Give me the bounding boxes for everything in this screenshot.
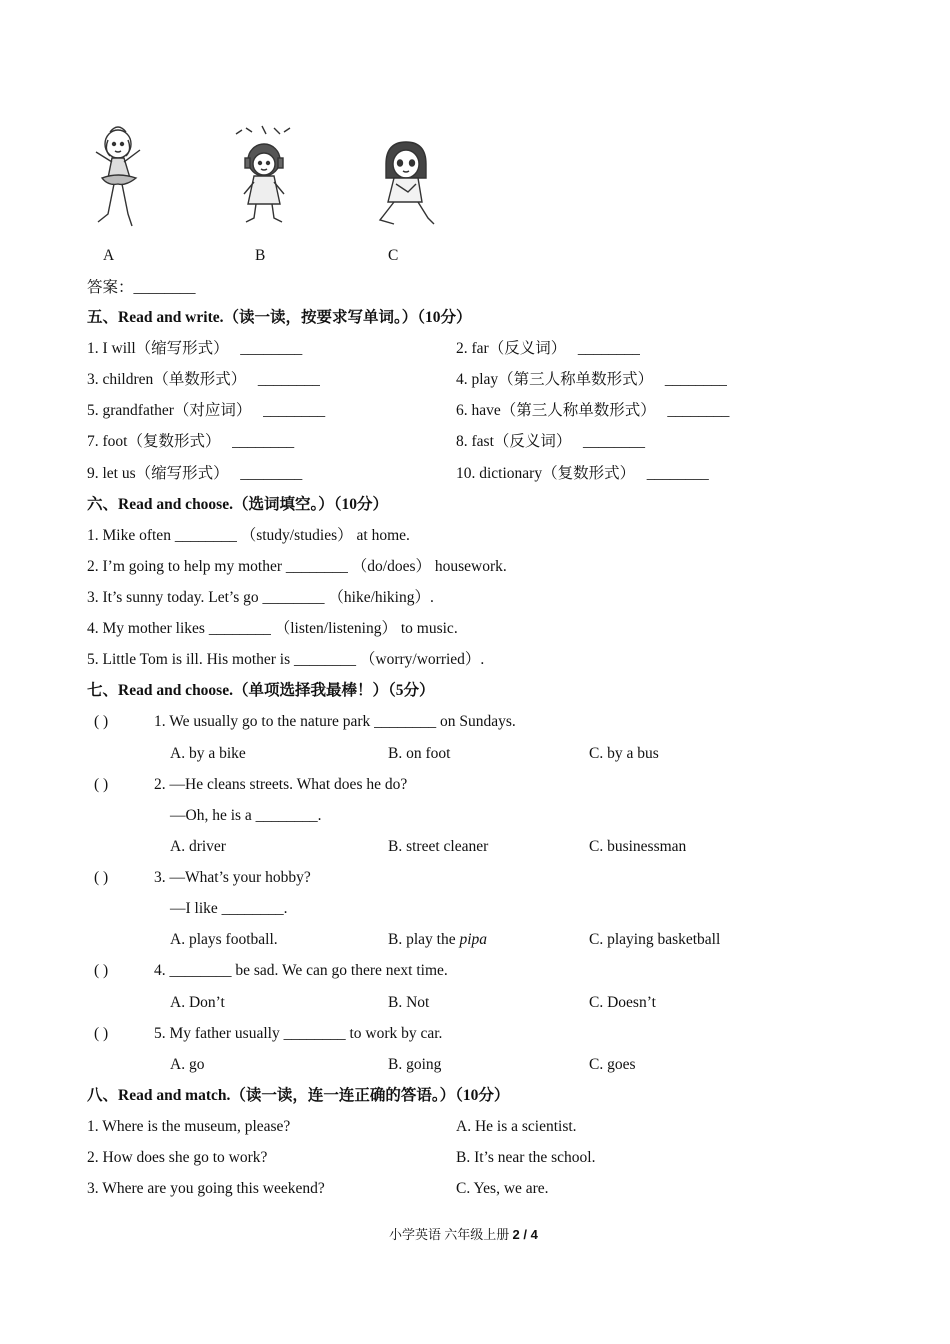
answer-line <box>87 278 196 298</box>
section5-item-5: 5. grandfather（对应词） ________ <box>87 402 326 419</box>
q2-line2: —Oh, he is a ________. <box>170 807 322 824</box>
picture-label-c: C <box>388 247 399 264</box>
q1-option-a: A. by a bike <box>170 745 246 762</box>
answer-bracket-5: ( ) <box>94 1025 109 1042</box>
q4-option-a: A. Don’t <box>170 994 225 1011</box>
section6-item-1: 1. Mike often ________ （study/studies） at home. <box>87 527 410 544</box>
match-left-1: 1. Where is the museum, please? <box>87 1118 291 1135</box>
picture-a-ballet-girl <box>86 122 156 230</box>
q4-option-b: B. Not <box>388 994 430 1011</box>
q5-option-a: A. go <box>170 1056 205 1073</box>
match-right-a: A. He is a scientist. <box>456 1118 577 1135</box>
match-right-b: B. It’s near the school. <box>456 1149 596 1166</box>
q3-option-b-italic: pipa <box>459 931 488 948</box>
section5-item-7: 7. foot（复数形式） ________ <box>87 433 295 450</box>
section5-item-9: 9. let us（缩写形式） ________ <box>87 465 303 482</box>
q1-option-c: C. by a bus <box>589 745 659 762</box>
picture-label-b: B <box>255 247 266 264</box>
q4-option-c: C. Doesn’t <box>589 994 656 1011</box>
answer-bracket-2: ( ) <box>94 776 109 793</box>
q2-option-c: C. businessman <box>589 838 687 855</box>
footer-text: 小学英语 六年级上册 <box>389 1227 510 1242</box>
section8-title: 八、Read and match.（读一读，连一连正确的答语。）（10分） <box>87 1087 510 1104</box>
answer-label: 答案： <box>87 279 134 296</box>
answer-bracket-1: ( ) <box>94 713 109 730</box>
section6-title: 六、Read and choose.（选词填空。）（10分） <box>87 496 388 513</box>
section7-title: 七、Read and choose.（单项选择我最棒！）（5分） <box>87 682 435 699</box>
q2-option-a: A. driver <box>170 838 226 855</box>
section6-item-2: 2. I’m going to help my mother ________ （do/does） housework. <box>87 558 507 575</box>
q5-option-b: B. going <box>388 1056 442 1073</box>
q4-stem: 4. ________ be sad. We can go there next time. <box>154 962 448 979</box>
answer-blank: ________ <box>133 279 196 296</box>
q2-option-b: B. street cleaner <box>388 838 489 855</box>
answer-bracket-4: ( ) <box>94 962 109 979</box>
q1-option-b: B. on foot <box>388 745 451 762</box>
page-footer <box>389 1225 538 1245</box>
q3-line2: —I like ________. <box>170 900 288 917</box>
section6-item-5: 5. Little Tom is ill. His mother is ________ （worry/worried）. <box>87 651 485 668</box>
picture-b-girl-with-headphones <box>232 124 296 228</box>
match-left-2: 2. How does she go to work? <box>87 1149 268 1166</box>
q3-option-a: A. plays football. <box>170 931 278 948</box>
q5-option-c: C. goes <box>589 1056 636 1073</box>
section5-item-3: 3. children（单数形式） ________ <box>87 371 320 388</box>
page-number: 2 / 4 <box>512 1227 538 1242</box>
q3-option-b: B. play the pipa <box>388 931 488 948</box>
match-right-c: C. Yes, we are. <box>456 1180 549 1197</box>
section5-item-1: 1. I will（缩写形式） ________ <box>87 340 303 357</box>
picture-c-girl-kung-fu <box>372 138 440 228</box>
section5-item-6: 6. have（第三人称单数形式） ________ <box>456 402 730 419</box>
q5-stem: 5. My father usually ________ to work by car. <box>154 1025 443 1042</box>
section5-item-8: 8. fast（反义词） ________ <box>456 433 646 450</box>
q2-stem: 2. —He cleans streets. What does he do? <box>154 776 408 793</box>
section5-item-10: 10. dictionary（复数形式） ________ <box>456 465 709 482</box>
section6-item-3: 3. It’s sunny today. Let’s go ________ （hike/hiking）. <box>87 589 434 606</box>
section5-item-2: 2. far（反义词） ________ <box>456 340 640 357</box>
section6-item-4: 4. My mother likes ________ （listen/listening） to music. <box>87 620 458 637</box>
match-left-3: 3. Where are you going this weekend? <box>87 1180 325 1197</box>
section5-item-4: 4. play（第三人称单数形式） ________ <box>456 371 727 388</box>
q3-stem: 3. —What’s your hobby? <box>154 869 311 886</box>
q1-stem: 1. We usually go to the nature park ________ on Sundays. <box>154 713 516 730</box>
q3-option-c: C. playing basketball <box>589 931 721 948</box>
picture-label-a: A <box>103 247 115 264</box>
section5-title: 五、Read and write.（读一读，按要求写单词。）（10分） <box>87 309 472 326</box>
answer-bracket-3: ( ) <box>94 869 109 886</box>
